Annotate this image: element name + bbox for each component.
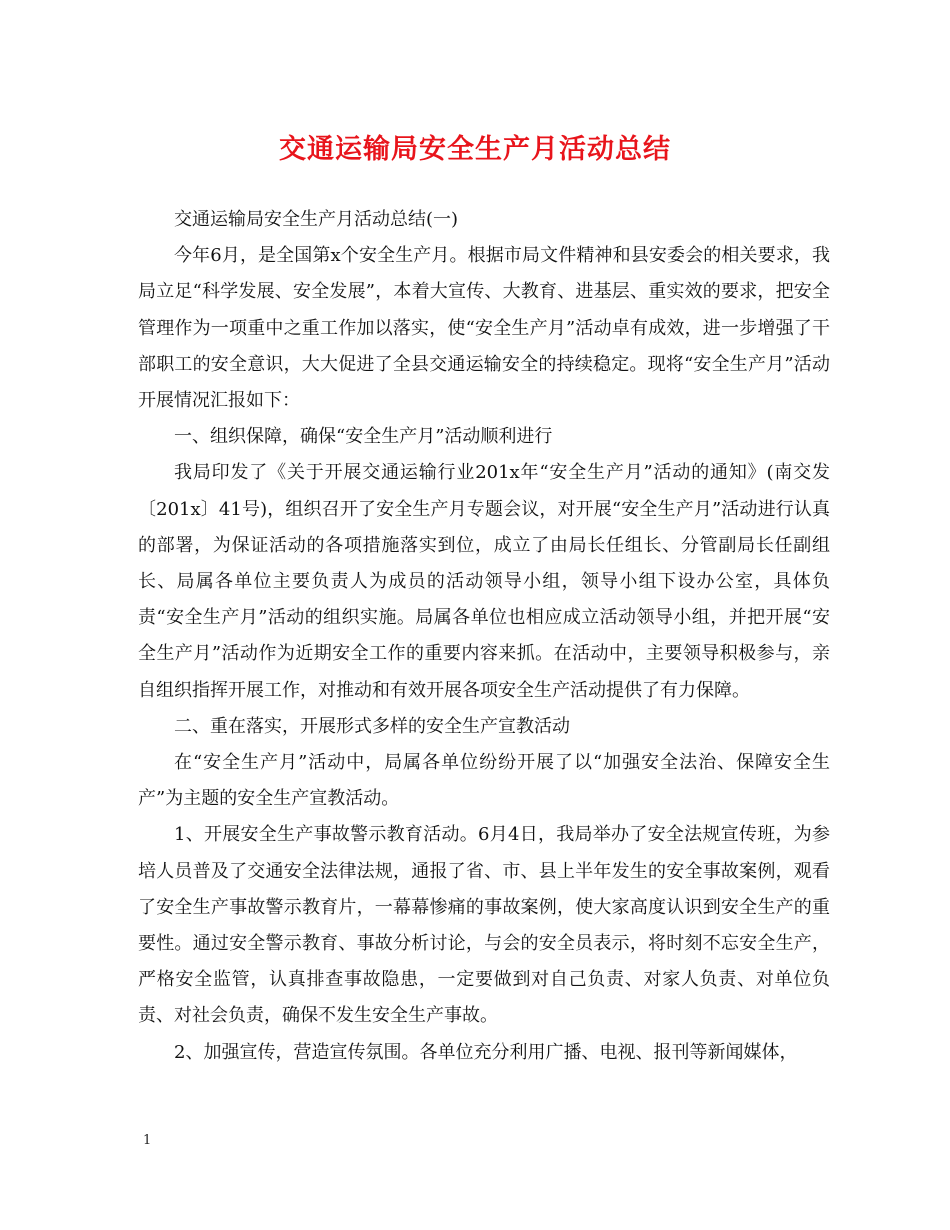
paragraph-item-1: 1、开展安全生产事故警示教育活动。6月4日，我局举办了安全法规宣传班，为参培人员普及了交通安全法律法规，通报了省、市、县上半年发生的安全事故案例，观看了安全生产事故警示教育片，一幕幕惨痛的事故案例，使大家高度认识到安全生产的重要性。通过安全警示教育、事故分析讨论，与会的安全员表示，将时刻不忘安全生产，严格安全监管，认真排查事故隐患，一定要做到对自己负责、对家人负责、对单位负责、对社会负责，确保不发生安全生产事故。 — [138, 824, 830, 1027]
paragraph-subtitle: 交通运输局安全生产月活动总结(一) — [174, 209, 459, 230]
section-heading-2: 二、重在落实，开展形式多样的安全生产宣教活动 — [174, 715, 570, 737]
paragraph-section-2: 在“安全生产月”活动中，局属各单位纷纷开展了以“加强安全法治、保障安全生产”为主题的安全生产宣教活动。 — [138, 752, 830, 810]
page-number: 1 — [143, 1133, 152, 1148]
paragraph-intro: 今年6月，是全国第x个安全生产月。根据市局文件精神和县安委会的相关要求，我局立足“科学发展、安全发展”，本着大宣传、大教育、进基层、重实效的要求，把安全管理作为一项重中之重工作加以落实，使“安全生产月”活动卓有成效，进一步增强了干部职工的安全意识，大大促进了全县交通运输安全的持续稳定。现将“安全生产月”活动开展情况汇报如下： — [138, 245, 830, 412]
document-body — [138, 202, 830, 1071]
paragraph-section-1: 我局印发了《关于开展交通运输行业201x年“安全生产月”活动的通知》(南交发〔201x〕41号)，组织召开了安全生产月专题会议，对开展“安全生产月”活动进行认真的部署，为保证活动的各项措施落实到位，成立了由局长任组长、分管副局长任副组长、局属各单位主要负责人为成员的活动领导小组，领导小组下设办公室，具体负责“安全生产月”活动的组织实施。局属各单位也相应成立活动领导小组，并把开展“安全生产月”活动作为近期安全工作的重要内容来抓。在活动中，主要领导积极参与，亲自组织指挥开展工作，对推动和有效开展各项安全生产活动提供了有力保障。 — [138, 462, 830, 701]
paragraph-item-2: 2、加强宣传，营造宣传氛围。各单位充分利用广播、电视、报刊等新闻媒体， — [174, 1041, 798, 1063]
document-title: 交通运输局安全生产月活动总结 — [279, 134, 671, 165]
section-heading-1: 一、组织保障，确保“安全生产月”活动顺利进行 — [174, 426, 553, 448]
